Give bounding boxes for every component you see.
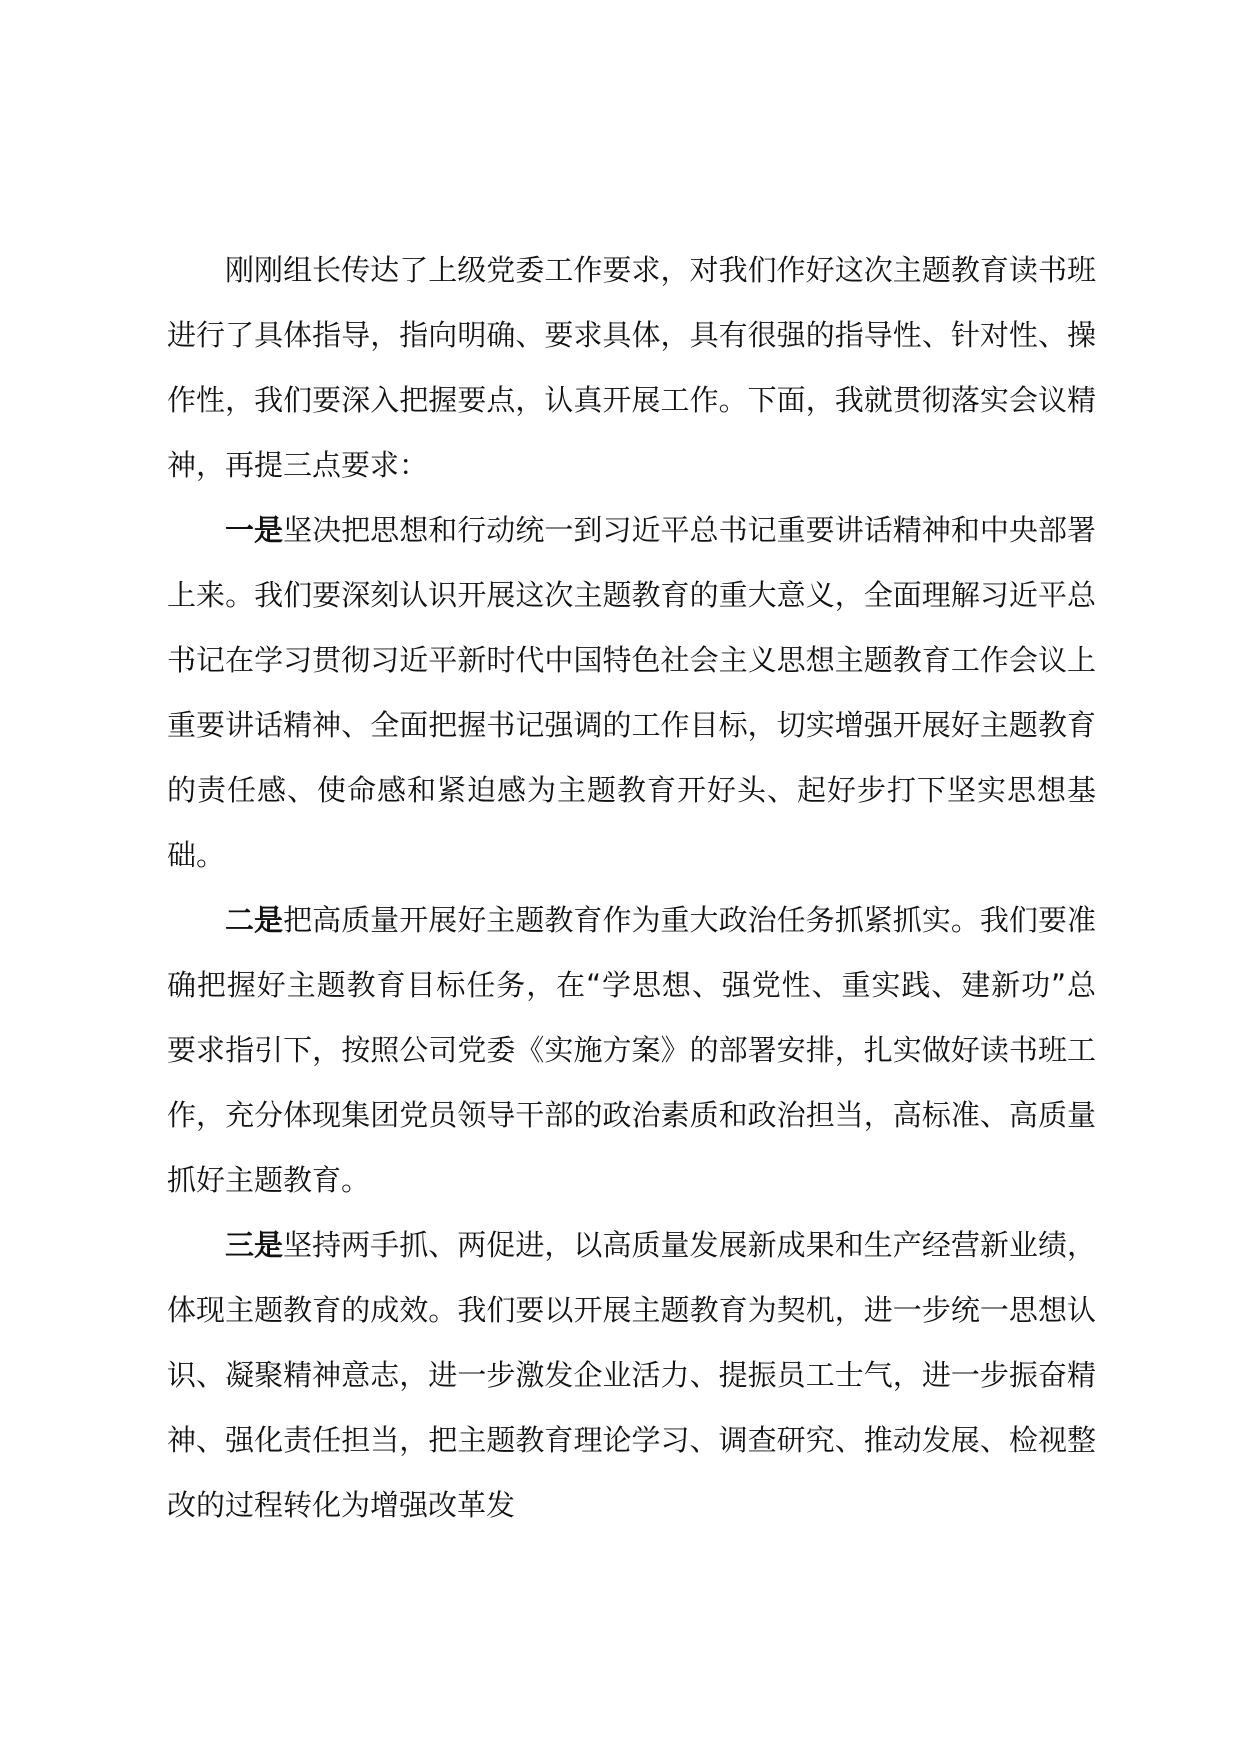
- paragraph-point-two-text: 把高质量开展好主题教育作为重大政治任务抓紧抓实。我们要准确把握好主题教育目标任务，在“学思想、强党性、重实践、建新功”总要求指引下，按照公司党委《实施方案》的部署安排，扎实做好读书班工作，充分体现集团党员领导干部的政治素质和政治担当，高标准、高质量抓好主题教育。: [167, 903, 1096, 1197]
- paragraph-point-one: [167, 498, 1096, 888]
- document-body: [167, 238, 1096, 1538]
- paragraph-point-two: [167, 888, 1096, 1213]
- paragraph-point-one-lead: 一是: [225, 513, 284, 547]
- paragraph-point-one-text: 坚决把思想和行动统一到习近平总书记重要讲话精神和中央部署上来。我们要深刻认识开展这次主题教育的重大意义，全面理解习近平总书记在学习贯彻习近平新时代中国特色社会主义思想主题教育工作会议上重要讲话精神、全面把握书记强调的工作目标，切实增强开展好主题教育的责任感、使命感和紧迫感为主题教育开好头、起好步打下坚实思想基础。: [167, 513, 1096, 872]
- paragraph-intro-text: 刚刚组长传达了上级党委工作要求，对我们作好这次主题教育读书班进行了具体指导，指向明确、要求具体，具有很强的指导性、针对性、操作性，我们要深入把握要点，认真开展工作。下面，我就贯彻落实会议精神，再提三点要求：: [167, 253, 1096, 482]
- paragraph-intro: [167, 238, 1096, 498]
- paragraph-point-three: [167, 1213, 1096, 1538]
- paragraph-point-two-lead: 二是: [225, 903, 284, 937]
- paragraph-point-three-lead: 三是: [225, 1228, 284, 1262]
- paragraph-point-three-text: 坚持两手抓、两促进，以高质量发展新成果和生产经营新业绩，体现主题教育的成效。我们要以开展主题教育为契机，进一步统一思想认识、凝聚精神意志，进一步激发企业活力、提振员工士气，进一步振奋精神、强化责任担当，把主题教育理论学习、调查研究、推动发展、检视整改的过程转化为增强改革发: [167, 1228, 1096, 1522]
